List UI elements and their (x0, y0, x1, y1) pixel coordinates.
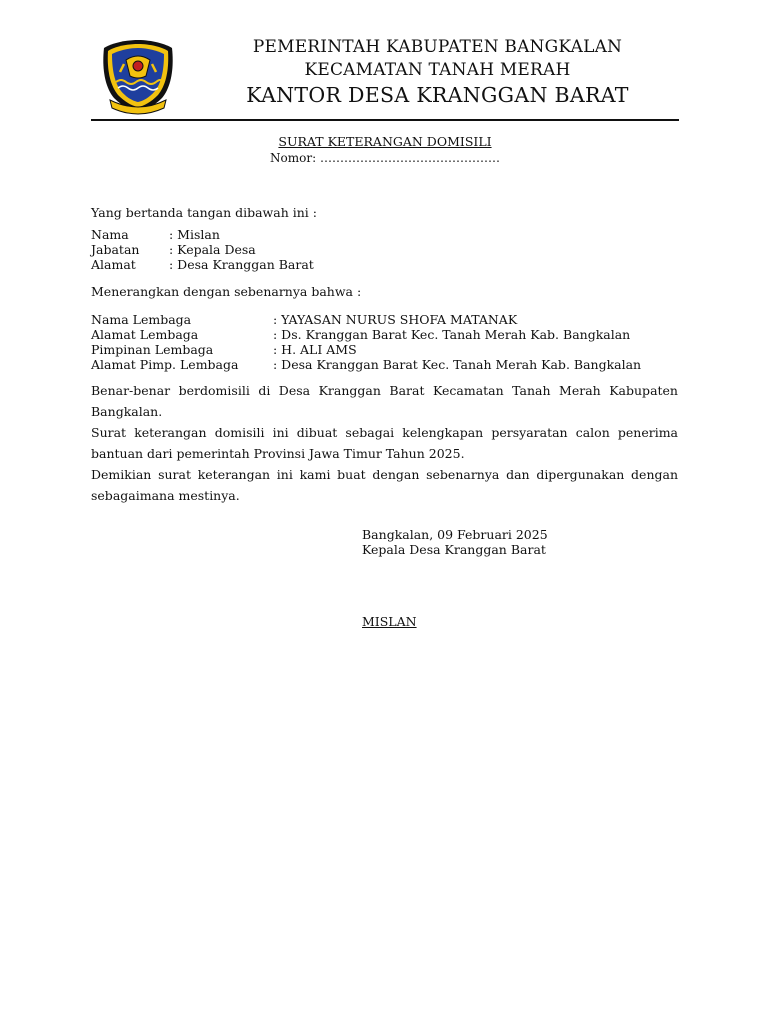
institution-row (91, 357, 641, 372)
institution-value: : H. ALI AMS (273, 342, 357, 357)
institution-value: : Ds. Kranggan Barat Kec. Tanah Merah Kab. Bangkalan (273, 327, 631, 342)
letterhead-district: KECAMATAN TANAH MERAH (304, 60, 571, 80)
paragraph-domicile: Benar-benar berdomisili di Desa Kranggan Barat Kecamatan Tanah Merah Kabupaten Bangkalan. (91, 383, 678, 419)
letterhead-divider (91, 119, 679, 121)
institution-label: Alamat Lembaga (91, 327, 199, 342)
letterhead-office: KANTOR DESA KRANGGAN BARAT (246, 83, 629, 107)
signer-row (91, 242, 314, 257)
institution-label: Nama Lembaga (91, 312, 192, 327)
institution-row (91, 327, 641, 342)
document-title (91, 134, 679, 166)
body-text (91, 380, 678, 506)
signer-value: : Mislan (169, 227, 220, 242)
signer-row (91, 227, 314, 242)
letterhead (210, 36, 665, 109)
signer-row (91, 257, 314, 272)
institution-label: Pimpinan Lembaga (91, 342, 214, 357)
signature-place-date: Bangkalan, 09 Februari 2025 (362, 527, 548, 542)
signer-details (91, 227, 314, 272)
paragraph-purpose: Surat keterangan domisili ini dibuat sebagai kelengkapan persyaratan calon penerima bantuan dari pemerintah Provinsi Jawa Timur Tahun 2025. (91, 425, 678, 461)
institution-row (91, 312, 641, 327)
statement-text: Menerangkan dengan sebenarnya bahwa : (91, 284, 362, 299)
signer-label: Jabatan (91, 242, 140, 257)
letterhead-government: PEMERINTAH KABUPATEN BANGKALAN (252, 37, 623, 57)
institution-value: : Desa Kranggan Barat Kec. Tanah Merah Kab. Bangkalan (273, 357, 642, 372)
signature-name: MISLAN (362, 614, 417, 629)
institution-row (91, 342, 641, 357)
paragraph-closing: Demikian surat keterangan ini kami buat dengan sebenarnya dan dipergunakan dengan sebagaimana mestinya. (91, 467, 678, 503)
signer-label: Alamat (91, 257, 136, 272)
title-number: Nomor: ……………………………………… (270, 151, 500, 165)
institution-label: Alamat Pimp. Lembaga (91, 357, 239, 372)
signature-block (362, 527, 548, 557)
title-heading: SURAT KETERANGAN DOMISILI (278, 134, 492, 149)
signer-value: : Desa Kranggan Barat (169, 257, 314, 272)
signature-position: Kepala Desa Kranggan Barat (362, 542, 546, 557)
intro-text: Yang bertanda tangan dibawah ini : (91, 205, 317, 220)
bangkalan-emblem-logo (100, 38, 176, 116)
institution-value: : YAYASAN NURUS SHOFA MATANAK (273, 312, 518, 327)
signer-label: Nama (91, 227, 129, 242)
signer-value: : Kepala Desa (169, 242, 256, 257)
institution-details (91, 312, 641, 372)
